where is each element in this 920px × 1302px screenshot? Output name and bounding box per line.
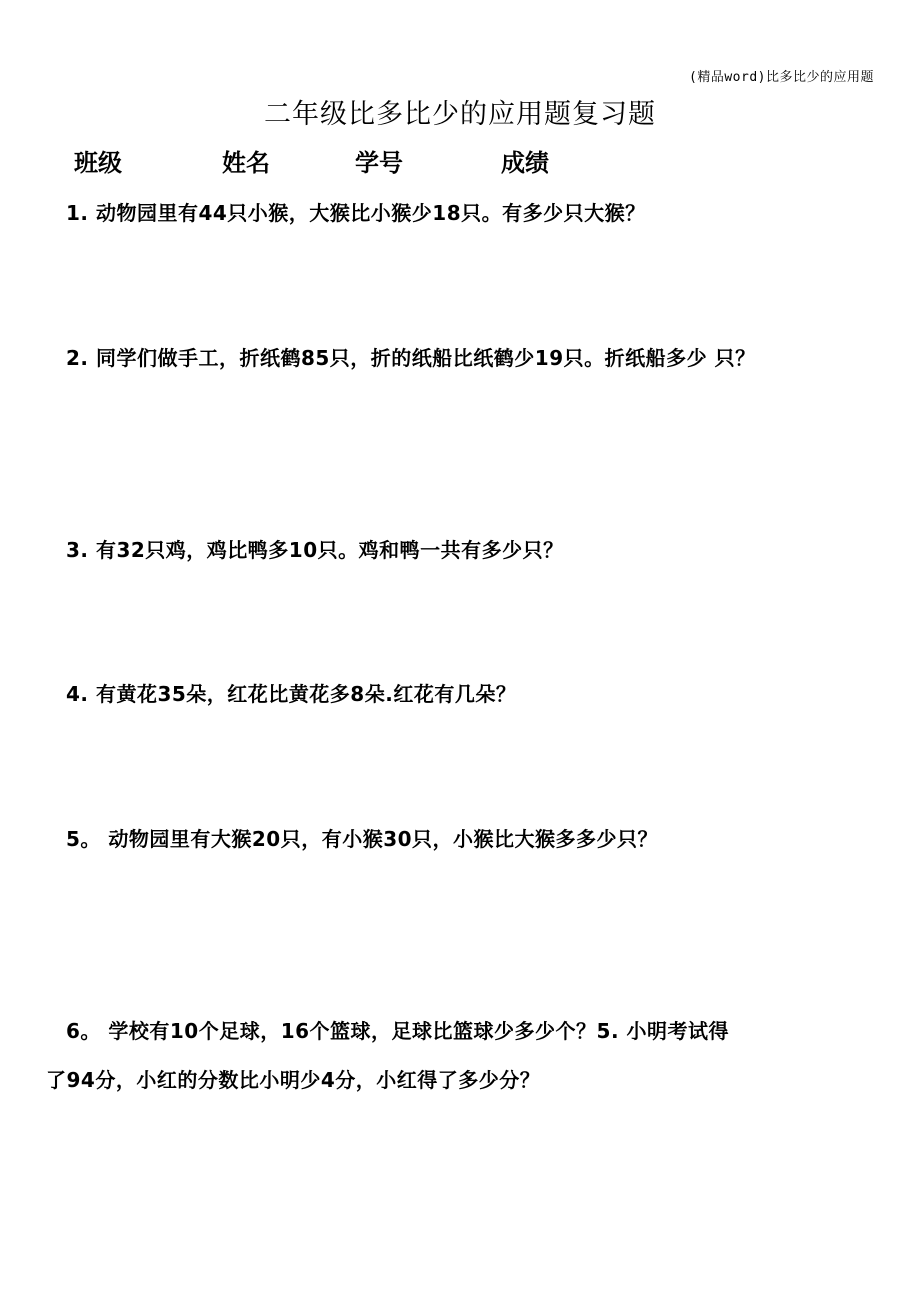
question-2: 2. 同学们做手工，折纸鹤85只，折的纸船比纸鹤少19只。折纸船多少 只？ (66, 346, 756, 370)
question-6-line-1: 6。 学校有10个足球，16个篮球，足球比篮球少多少个？5. 小明考试得 (66, 1019, 730, 1043)
question-6-line-2: 了94分，小红的分数比小明少4分，小红得了多少分？ (46, 1068, 541, 1092)
header-note: (精品word)比多比少的应用题 (689, 70, 874, 85)
name-label: 姓名 (222, 149, 270, 177)
page-title: 二年级比多比少的应用题复习题 (264, 99, 656, 130)
question-5: 5。 动物园里有大猴20只，有小猴30只，小猴比大猴多多少只？ (66, 827, 659, 851)
student-number-label: 学号 (355, 149, 403, 177)
question-3: 3. 有32只鸡，鸡比鸭多10只。鸡和鸭一共有多少只？ (66, 538, 564, 562)
question-1: 1. 动物园里有44只小猴，大猴比小猴少18只。有多少只大猴？ (66, 201, 646, 225)
score-label: 成绩 (501, 149, 549, 177)
class-label: 班级 (74, 149, 122, 177)
question-4: 4. 有黄花35朵，红花比黄花多8朵.红花有几朵？ (66, 682, 517, 706)
